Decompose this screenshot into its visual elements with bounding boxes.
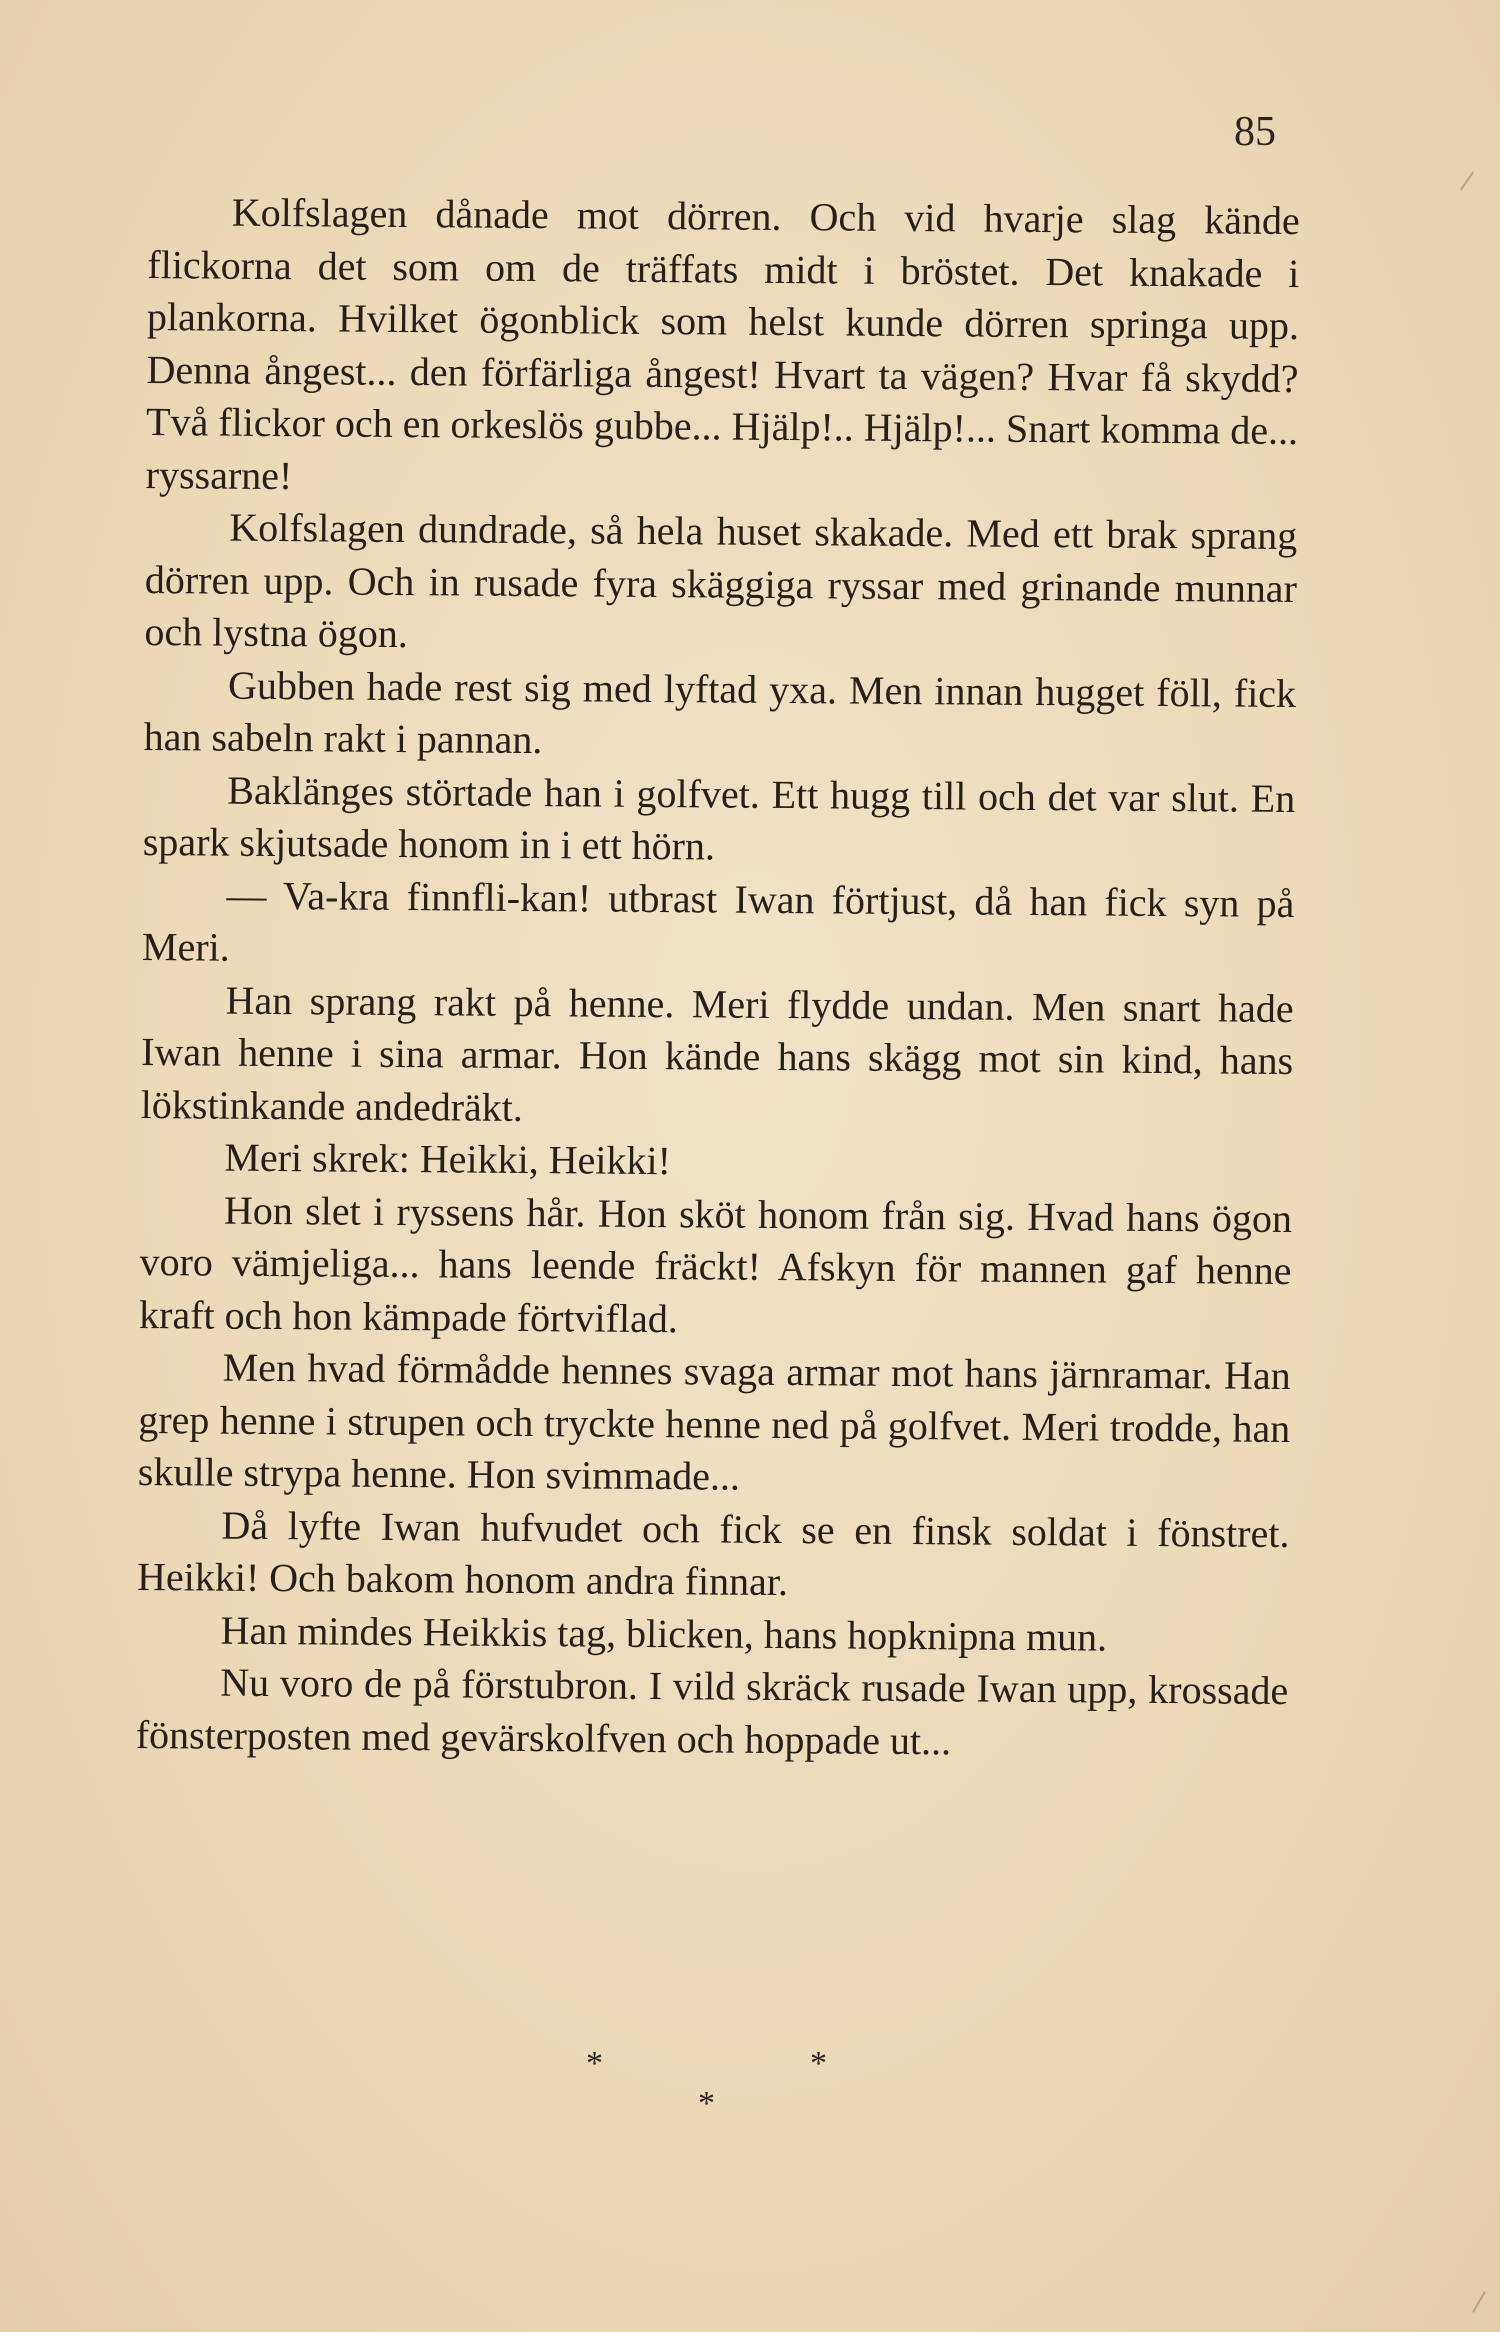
- paragraph: Nu voro de på förstubron. I vild skräck rusade Iwan upp, krossade fönsterposten med gevärskolfven och hoppade ut...: [135, 1659, 1289, 1763]
- paragraph: Han sprang rakt på henne. Meri flydde undan. Men snart hade Iwan henne i sina armar. Hon kände hans skägg mot sin kind, hans lökstinkande andedräkt.: [140, 977, 1294, 1130]
- paper-edge-mark: [1472, 2291, 1486, 2313]
- paper-edge-mark: [1460, 171, 1474, 190]
- body-text: [136, 186, 1300, 1770]
- asterisk-glyph: *: [698, 2085, 715, 2122]
- asterisk-glyph: *: [810, 2045, 827, 2082]
- paragraph: Hon slet i ryssens hår. Hon sköt honom från sig. Hvad hans ögon voro vämjeliga... hans leende fräckt! Afskyn för mannen gaf henne kraft och hon kämpade förtviflad.: [138, 1187, 1293, 1341]
- paragraph: Men hvad förmådde hennes svaga armar mot hans järnramar. Han grep henne i strupen och tryckte henne ned på golfvet. Meri trodde, han skulle strypa henne. Hon svimmade...: [137, 1344, 1291, 1499]
- paragraph: Meri skrek: Heikki, Heikki!: [224, 1134, 672, 1184]
- paragraph: Baklänges störtade han i golfvet. Ett hugg till och det var slut. En spark skjutsade honom in i ett hörn.: [142, 767, 1296, 869]
- paragraph: Kolfslagen dundrade, så hela huset skakade. Med ett brak sprang dörren upp. Och in rusade fyra skäggiga ryssar med grinande munnar och lystna ögon.: [144, 504, 1298, 657]
- paragraph: Gubben hade rest sig med lyftad yxa. Men innan hugget föll, fick han sabeln rakt i pannan.: [143, 662, 1297, 763]
- paragraph: Kolfslagen dånade mot dörren. Och vid hvarje slag kände flickorna det som om de träffats midt i bröstet. Det knakade i plankorna. Hvilket ögonblick som helst kunde dörren springa upp. Denna ångest... den förfärliga ångest! Hvart ta vägen? Hvar få skydd? Två flickor och en orkeslös gubbe... Hjälp!.. Hjälp!... Snart komma de... ryssarne!: [145, 189, 1300, 498]
- paragraph: — Va-kra finnfli-kan! utbrast Iwan förtjust, då han fick syn på Meri.: [141, 872, 1295, 970]
- paragraph: Då lyfte Iwan hufvudet och fick se en finsk soldat i fönstret. Heikki! Och bakom honom andra finnar.: [136, 1502, 1290, 1605]
- paragraph: Han mindes Heikkis tag, blicken, hans hopknipna mun.: [220, 1607, 1108, 1660]
- section-break-asterism: [560, 2045, 860, 2135]
- page-number: 85: [1234, 109, 1276, 155]
- asterisk-glyph: *: [586, 2045, 603, 2082]
